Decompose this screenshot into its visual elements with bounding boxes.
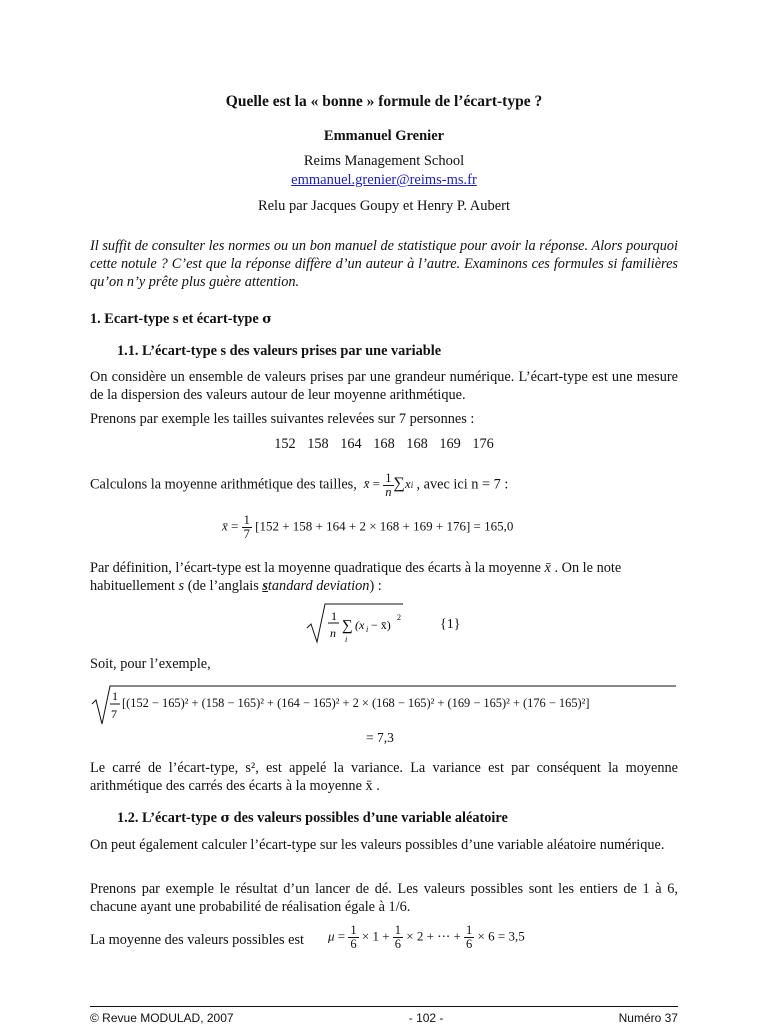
svg-text:− x̄): − x̄) (371, 618, 391, 632)
svg-text:n: n (330, 626, 336, 640)
svg-text:(x: (x (355, 618, 365, 632)
paragraph-1-2-a: On peut également calculer l’écart-type sur les valeurs possibles d’une variable aléatoire numérique. (90, 837, 665, 853)
author-name: Emmanuel Grenier (323, 128, 445, 144)
page-footer (90, 1006, 678, 1025)
mean-sentence: Calculons la moyenne arithmétique des tailles, x̄ = $\frac{1}{n}$ ∑xi , avec ici n = 7 : (90, 471, 509, 499)
svg-text:2: 2 (397, 613, 401, 622)
dice-mean-formula: μ = $\frac{1}{6}$ × 1 + $\frac{1}{6}$ × 2 + ⋯ + $\frac{1}{6}$ × 6 = 3,5 (328, 923, 525, 951)
page-title: Quelle est la « bonne » formule de l’écart-type ? (225, 93, 543, 110)
section-1-heading: 1. Ecart-type s et écart-type σ (90, 311, 272, 327)
abstract: Il suffit de consulter les normes ou un bon manuel de statistique pour avoir la réponse. Alors pourquoi cette notule ? C’est que la réponse diffère d’un auteur à l’autre. Examinons ces formules si familières qu’on n’y prête plus guère attention. (90, 238, 678, 290)
long-formula-body: [(152 − 165)² + (158 − 165)² + (164 − 165)² + 2 × (168 − 165)² + (169 − 165)² + (176 − 165)²] (122, 696, 590, 710)
svg-text:i: i (366, 625, 369, 634)
sigma-symbol: σ (220, 811, 231, 826)
footer-page-number: - 102 - (408, 1011, 444, 1025)
long-formula-result: = 7,3 (366, 730, 394, 745)
svg-text:7: 7 (111, 707, 117, 721)
dice-mean-sentence: La moyenne des valeurs possibles est (90, 932, 305, 948)
svg-text:i: i (345, 635, 348, 644)
mean-formula: x̄ = $\frac{1}{n}$ ∑xi (363, 471, 414, 499)
footer-right: Numéro 37 (618, 1011, 678, 1025)
equation-reference: {1} (440, 617, 461, 632)
sigma-symbol: σ (262, 312, 272, 327)
author-email-link[interactable]: emmanuel.grenier@reims-ms.fr (291, 172, 477, 188)
section-1-1-heading: 1.1. L’écart-type s des valeurs prises par une variable (117, 343, 442, 359)
mean-equation: x̄ = $\frac{1}{7}$ [152 + 158 + 164 + 2 × 168 + 169 + 176] = 165,0 (222, 513, 514, 541)
definition-line-2: habituellement s (de l’anglais standard deviation) : (90, 578, 382, 594)
svg-text:1: 1 (331, 609, 337, 623)
paragraph-1-1-a: On considère un ensemble de valeurs prises par une grandeur numérique. L’écart-type est une mesure de la dispersion des valeurs autour de leur moyenne arithmétique. (90, 369, 678, 403)
svg-text:1: 1 (112, 689, 118, 703)
standard-deviation-term: standard deviation (262, 578, 370, 594)
example-intro: Soit, pour l’exemple, (90, 656, 211, 672)
footer-left: © Revue MODULAD, 2007 (90, 1011, 234, 1025)
author-affiliation: Reims Management School (303, 153, 465, 169)
svg-text:∑: ∑ (342, 618, 353, 634)
variance-paragraph: Le carré de l’écart-type, s², est appelé la variance. La variance est par conséquent la moyenne arithmétique des carrés des écarts à la moyenne x̄ . (90, 760, 678, 794)
heights-list: 152 158 164 168 168 169 176 (274, 436, 494, 452)
paragraph-1-2-b: Prenons par exemple le résultat d’un lancer de dé. Les valeurs possibles sont les entiers de 1 à 6, chacune ayant une probabilité de réalisation égale à 1/6. (90, 881, 678, 915)
paragraph-1-1-b: Prenons par exemple les tailles suivantes relevées sur 7 personnes : (90, 411, 475, 427)
section-1-2-heading: 1.2. L’écart-type σ des valeurs possibles d’une variable aléatoire (117, 810, 508, 826)
std-formula (305, 602, 415, 646)
reviewers-line: Relu par Jacques Goupy et Henry P. Aubert (257, 198, 511, 214)
definition-line-1: Par définition, l’écart-type est la moyenne quadratique des écarts à la moyenne x̄ . On le note (90, 560, 622, 576)
